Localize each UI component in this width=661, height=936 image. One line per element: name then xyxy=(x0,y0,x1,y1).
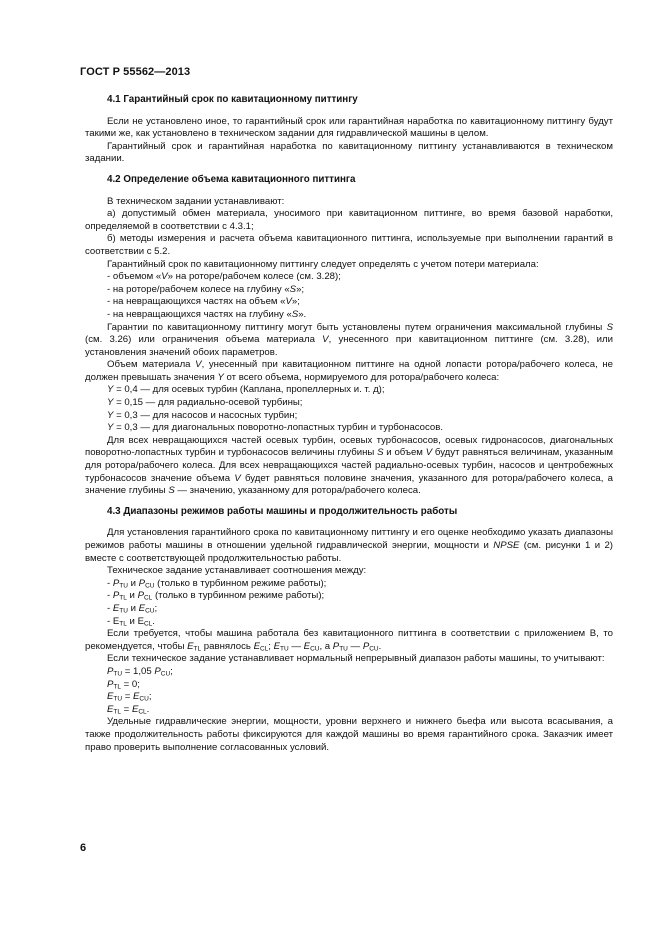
paragraph: Гарантии по кавитационному питтингу могут быть установлены путем ограничения максимальной глубины S (см. 3.26) или ограничения объема материала V, унесенного при кавитационном питтинге (см. 3.28), или установления значений обоих параметров. xyxy=(85,321,613,358)
list-item: а) допустимый обмен материала, уносимого при кавитационном питтинге, во время базовой наработки, определяемой в соответствии с 4.3.1; xyxy=(85,208,613,232)
section-4-2-title: 4.2 Определение объема кавитационного питтинга xyxy=(107,173,356,185)
page-number: 6 xyxy=(80,842,87,854)
paragraph: Гарантийный срок и гарантийная наработка по кавитационному питтингу устанавливаются в техническом задании. xyxy=(85,140,613,165)
formula: $E_{TL} = E_{CL}$. xyxy=(107,703,150,716)
paragraph: Для установления гарантийного срока по кавитационному питтингу и его оценке необходимо указать диапазоны режимов работы машины в отношении удельной гидравлической энергии, мощности и NPSE (см. рисунки 1 и 2) вместе с соответствующей продолжительностью работы. xyxy=(85,527,613,564)
paragraph: Удельные гидравлические энергии, мощности, уровни верхнего и нижнего бьефа или высота всасывания, а также продолжительность работы фиксируются для каждой машины во время гарантийного срока. Заказчик имеет право проверить выполнение согласованных условий. xyxy=(85,716,613,753)
paragraph: Объем материала V, унесенный при кавитационном питтинге на одной лопасти ротора/рабочего колеса, не должен превышать значения Y от всего объема, нормируемого для ротора/рабочего колеса: xyxy=(85,359,614,383)
list-item: - на роторе/рабочем колесе на глубину «S»; xyxy=(107,283,305,295)
list-item: - $P_{TL}$ и $P_{CL}$ (только в турбинном режиме работы); xyxy=(107,590,325,602)
paragraph: Если техническое задание устанавливает нормальный непрерывный диапазон работы машины, то учитывают: xyxy=(107,653,605,665)
document-body xyxy=(85,94,613,754)
list-item: Y = 0,3 — для насосов и насосных турбин; xyxy=(107,409,298,421)
list-item: б) методы измерения и расчета объема кавитационного питтинга, используемые при выполнении гарантий в соответствии с 5.2. xyxy=(85,233,613,257)
list-item: Y = 0,3 — для диагональных поворотно-лопастных турбин и турбонасосов. xyxy=(107,422,444,434)
formula: $E_{TU} = E_{CU}$; xyxy=(107,691,152,703)
list-item: - $E_{TU}$ и $E_{CU}$; xyxy=(107,602,158,615)
paragraph: Для всех невращающихся частей осевых турбин, осевых турбонасосов, осевых гидронасосов, диагональных поворотно-лопастных турбин и турбонасосов величины глубины S и объем V будут равняться величинам, указанным для ротора/рабочего колеса. Для всех невращающихся частей радиально-осевых турбин, насосов и центробежных турбонасосов значение объема V будет равняться половине значения, указанного для ротора/рабочего колеса, а значение глубины S — значению, указанному для ротора/рабочего колеса. xyxy=(85,434,613,497)
list-item: - $E_{TL}$ и $E_{CL}$. xyxy=(107,615,155,628)
list-item: - объемом «V» на роторе/рабочем колесе (см. 3.28); xyxy=(107,271,341,283)
list-item: Y = 0,15 — для радиально-осевой турбины; xyxy=(107,397,303,409)
formula: $P_{TL} = 0$; xyxy=(107,678,140,691)
list-item: - на невращающихся частях на глубину «S». xyxy=(107,308,307,320)
section-4-3-title: 4.3 Диапазоны режимов работы машины и продолжительность работы xyxy=(107,505,458,517)
list-item: - $P_{TU}$ и $P_{CU}$ (только в турбинном режиме работы); xyxy=(107,577,327,590)
paragraph: Гарантийный срок по кавитационному питтингу следует определять с учетом потери материала: xyxy=(107,258,539,270)
paragraph: Если не установлено иное, то гарантийный срок или гарантийная наработка по кавитационному питтингу будут такими же, как установлено в техническом задании для гидравлической машины в целом. xyxy=(85,115,613,140)
paragraph: Техническое задание устанавливает соотношения между: xyxy=(107,565,367,577)
document-header: ГОСТ Р 55562—2013 xyxy=(80,66,191,78)
paragraph: Если требуется, чтобы машина работала без кавитационного питтинга в соответствии с приложением В, то рекомендуется, чтобы $E_{TL}$ равнялось $E_{CL}$; $E_{TU}$ — $E_{CU}$, а $P_{TU}$ — $P_{CU}$. xyxy=(85,628,613,653)
paragraph: В техническом задании устанавливают: xyxy=(107,195,285,207)
section-4-1-title: 4.1 Гарантийный срок по кавитационному питтингу xyxy=(107,94,358,105)
list-item: Y = 0,4 — для осевых турбин (Каплана, пропеллерных и. т. д); xyxy=(107,384,385,396)
formula: $P_{TU} = 1,05$ $P_{CU}$; xyxy=(107,665,173,678)
list-item: - на невращающихся частях на объем «V»; xyxy=(107,296,300,308)
